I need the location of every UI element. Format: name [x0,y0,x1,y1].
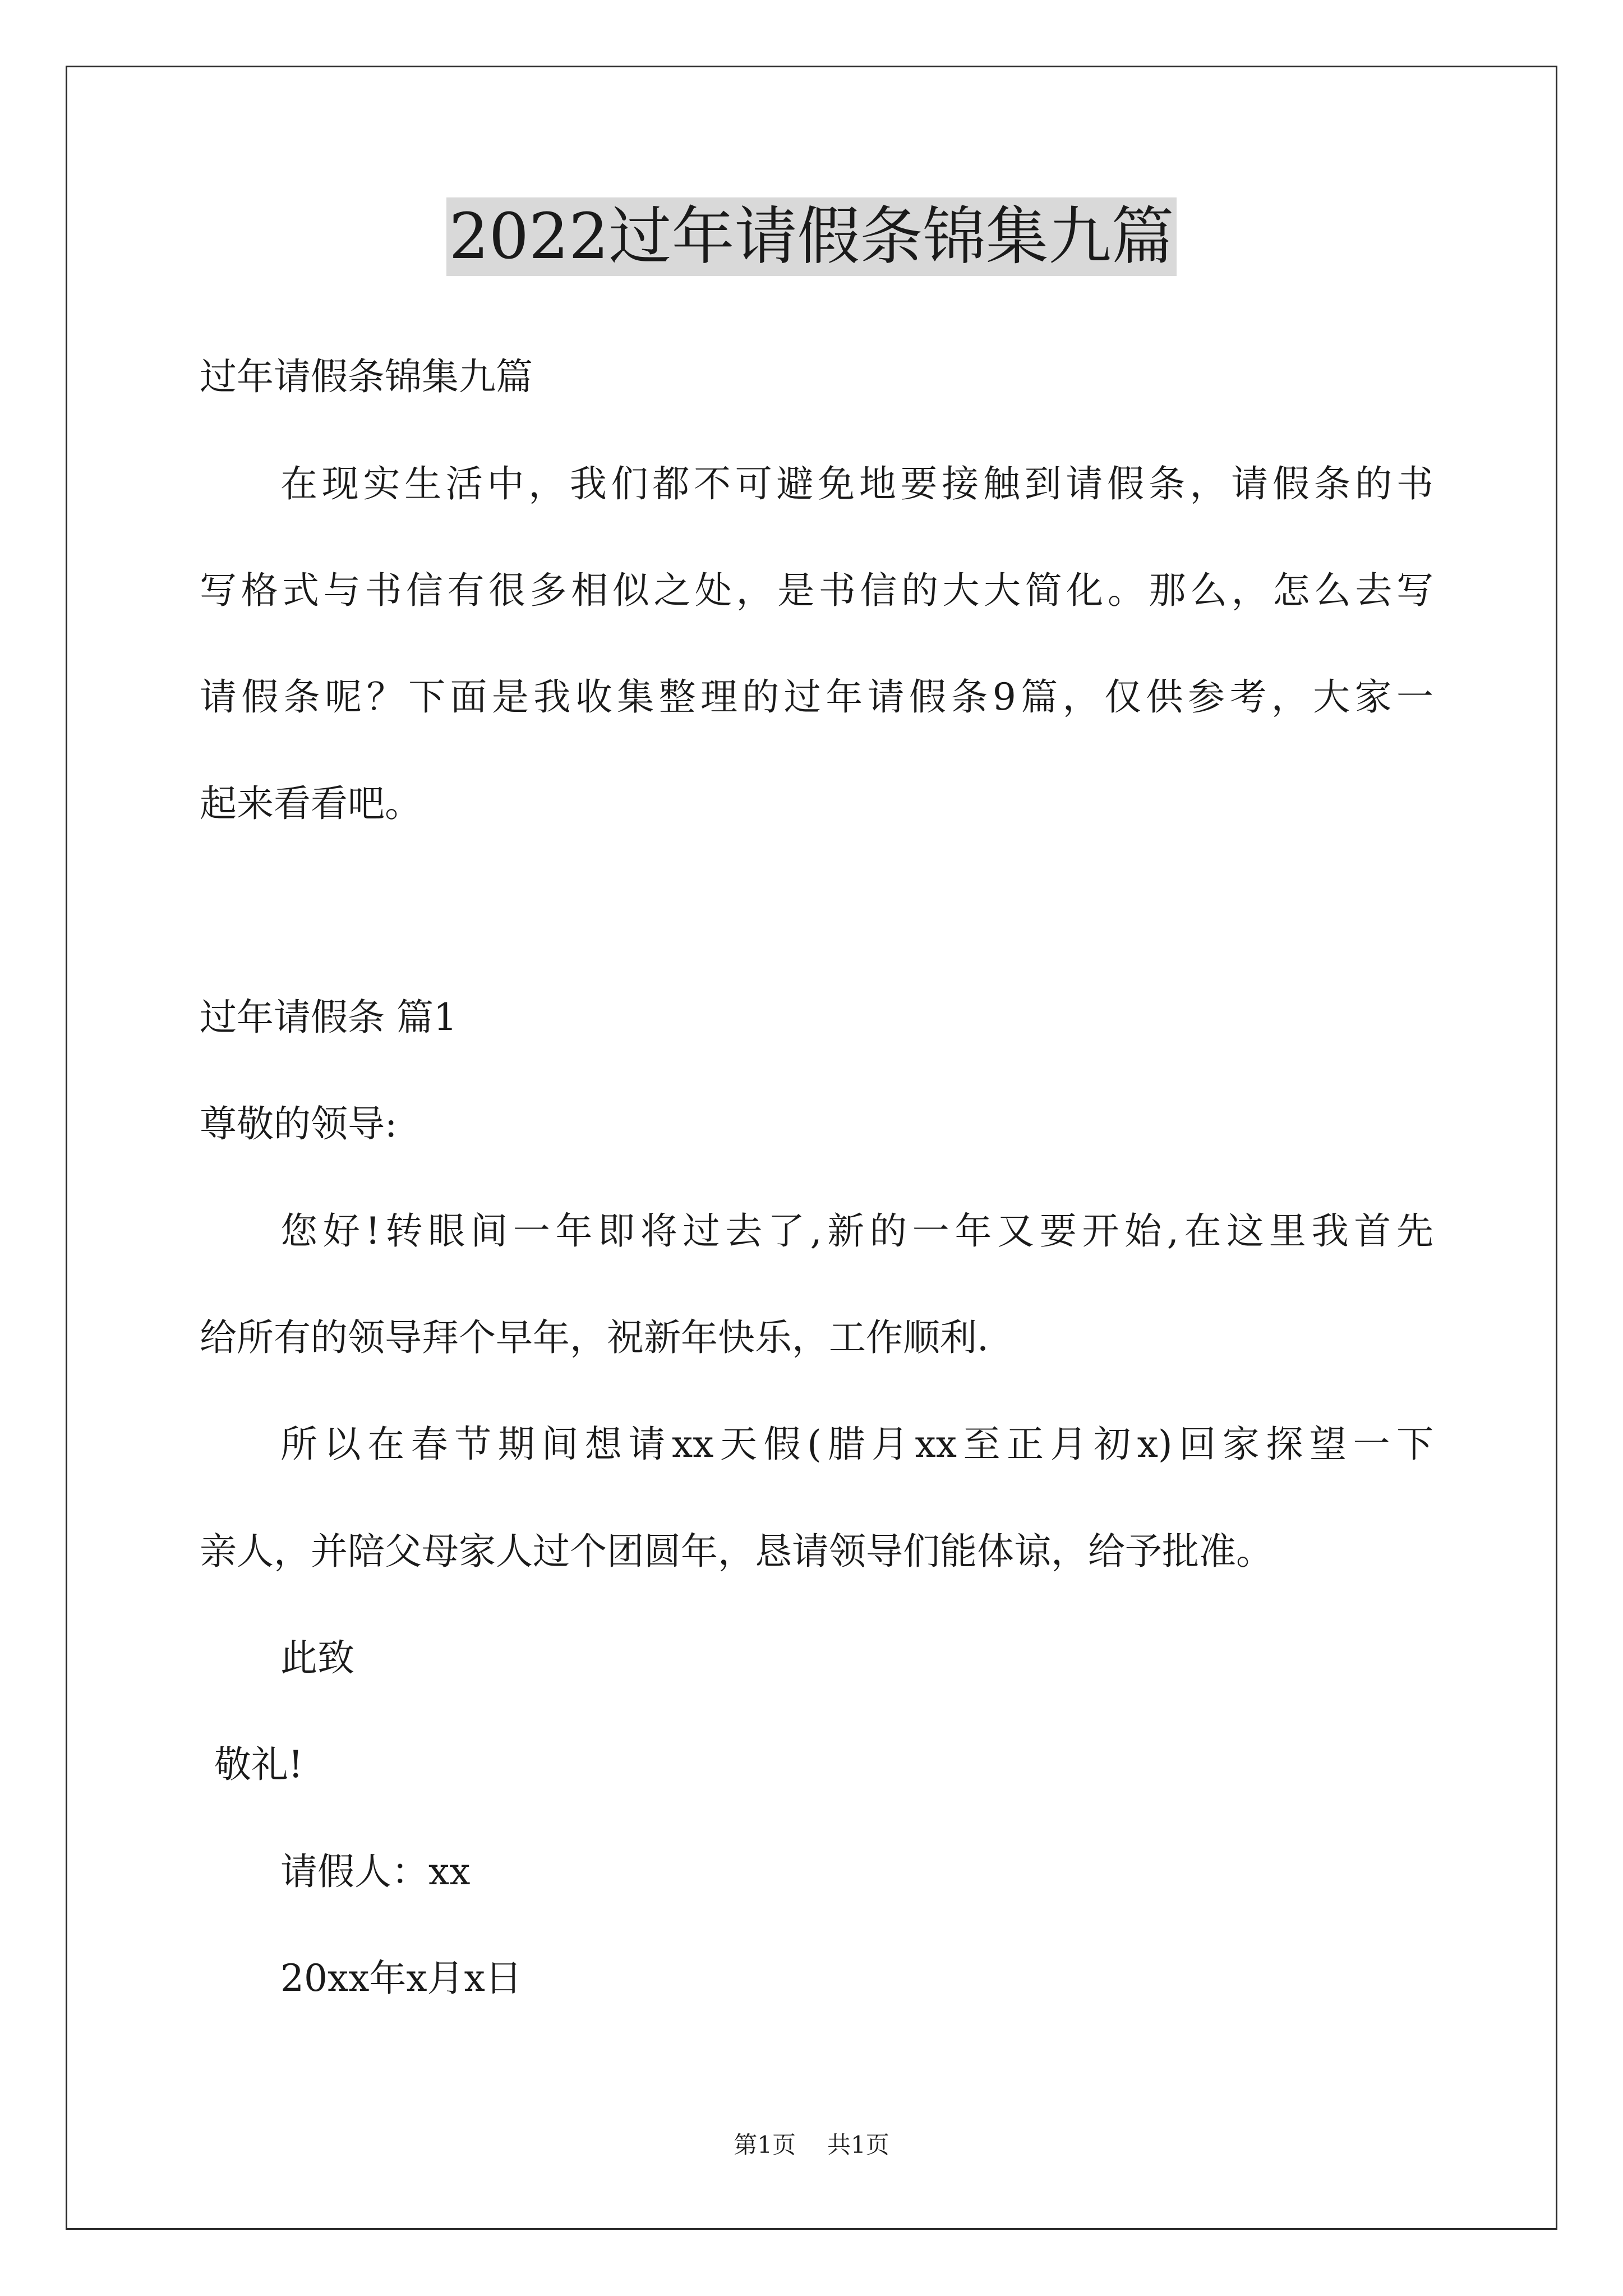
section-heading: 过年请假条 篇1 [200,996,457,1039]
page-number: 第1页 [734,2131,796,2159]
closing-regards: 此致 [280,1636,354,1680]
signature: 请假人：xx [280,1850,471,1893]
body-line-2: 给所有的领导拜个早年，祝新年快乐，工作顺利. [200,1316,989,1359]
intro-line-3: 请假条呢？下面是我收集整理的过年请假条9篇，仅供参考，大家一 [200,675,1433,719]
closing-salute: 敬礼! [214,1743,303,1786]
intro-line-1: 在现实生活中，我们都不可避免地要接触到请假条，请假条的书 [280,462,1433,505]
title-container [0,197,1623,276]
intro-line-2: 写格式与书信有很多相似之处，是书信的大大简化。那么，怎么去写 [200,569,1433,612]
page-total: 共1页 [827,2131,889,2159]
document-title: 2022过年请假条锦集九篇 [446,197,1176,276]
intro-line-4: 起来看看吧。 [200,782,422,825]
body-line-3: 所以在春节期间想请xx天假(腊月xx至正月初x)回家探望一下 [280,1423,1433,1466]
body-line-4: 亲人，并陪父母家人过个团圆年，恳请领导们能体谅，给予批准。 [200,1530,1273,1573]
page-footer [0,2130,1623,2160]
date: 20xx年x月x日 [280,1957,522,2000]
document-subtitle: 过年请假条锦集九篇 [200,355,533,398]
body-line-1: 您好!转眼间一年即将过去了,新的一年又要开始,在这里我首先 [280,1209,1433,1253]
salutation: 尊敬的领导: [200,1102,398,1145]
